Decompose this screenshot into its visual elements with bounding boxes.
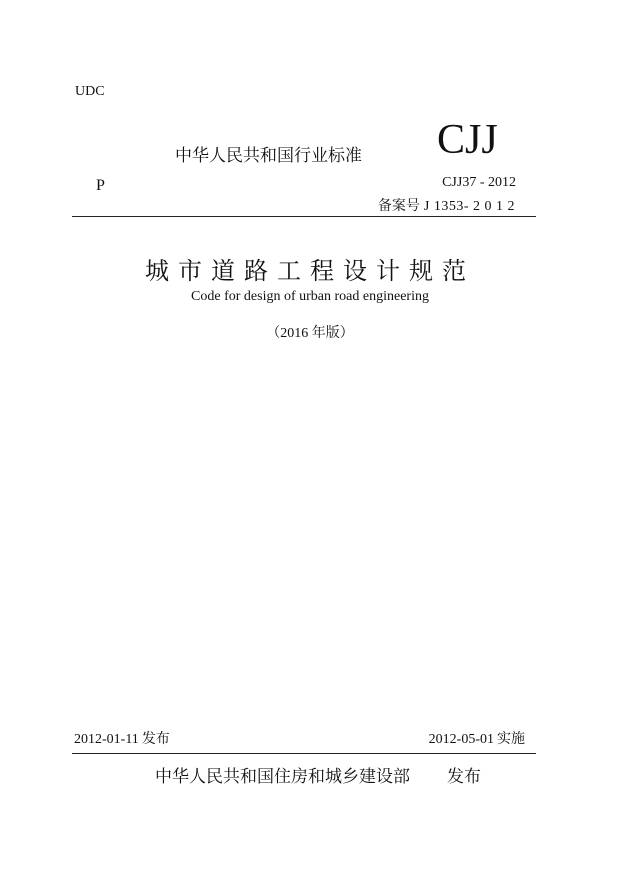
standard-name: 中华人民共和国行业标准 bbox=[175, 146, 362, 166]
classification-mark: P bbox=[96, 177, 105, 194]
issue-date-row bbox=[74, 728, 170, 748]
standard-number: CJJ37 - 2012 bbox=[442, 175, 516, 190]
document-title-english: Code for design of urban road engineering bbox=[191, 289, 429, 304]
top-divider bbox=[72, 216, 536, 217]
issue-date: 2012-01-11 bbox=[74, 732, 139, 747]
edition-close: ） bbox=[339, 326, 354, 341]
bottom-divider bbox=[72, 753, 536, 754]
standard-code: CJJ bbox=[437, 117, 498, 163]
edition-open: （2016 bbox=[266, 326, 312, 341]
record-value: J 1353- 2 0 1 2 bbox=[423, 199, 515, 214]
edition-cn: 年版 bbox=[311, 325, 340, 341]
implement-date: 2012-05-01 bbox=[428, 732, 494, 747]
implement-label: 实施 bbox=[497, 731, 525, 747]
udc-label: UDC bbox=[75, 84, 105, 99]
implement-date-row bbox=[429, 728, 525, 748]
publisher-name: 中华人民共和国住房和城乡建设部 bbox=[155, 767, 410, 787]
issue-label: 发布 bbox=[141, 731, 170, 747]
publish-label: 发布 bbox=[447, 767, 481, 787]
record-label: 备案号 bbox=[377, 198, 420, 214]
document-title: 城市道路工程设计规范 bbox=[145, 257, 475, 285]
record-number-row bbox=[378, 195, 515, 215]
edition-label bbox=[0, 322, 620, 342]
